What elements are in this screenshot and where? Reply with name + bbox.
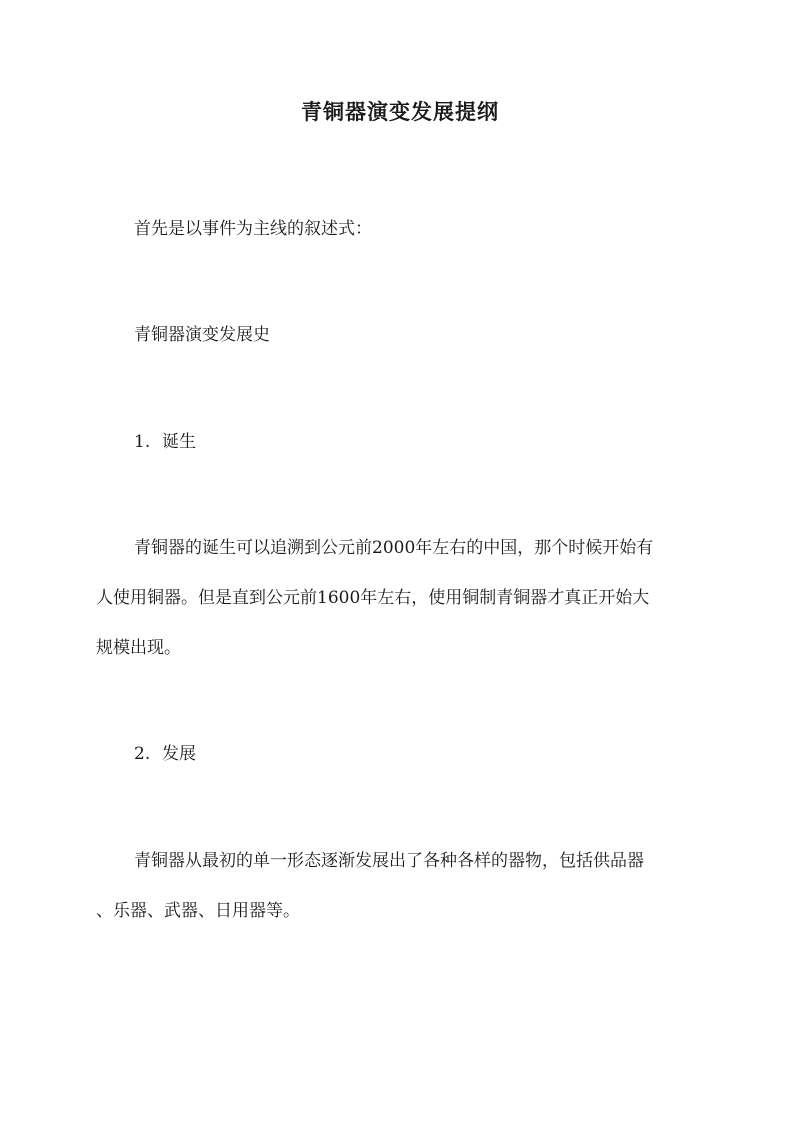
paragraph-line: 青铜器的诞生可以追溯到公元前2000年左右的中国，那个时候开始有 bbox=[134, 538, 654, 558]
intro-paragraph: 首先是以事件为主线的叙述式： bbox=[134, 219, 372, 239]
section-heading-text: 诞生 bbox=[162, 432, 196, 452]
paragraph-line: 、乐器、武器、日用器等。 bbox=[96, 901, 300, 921]
paragraph-line: 青铜器从最初的单一形态逐渐发展出了各种各样的器物，包括供品器 bbox=[134, 851, 644, 871]
section-number: 2. bbox=[134, 744, 151, 764]
section-heading-development bbox=[134, 739, 754, 769]
history-subtitle: 青铜器演变发展史 bbox=[134, 325, 270, 345]
paragraph-line: 人使用铜器。但是直到公元前1600年左右，使用铜制青铜器才真正开始大 bbox=[96, 588, 650, 608]
section-number: 1. bbox=[134, 432, 151, 452]
paragraph-line: 规模出现。 bbox=[96, 638, 181, 658]
section-heading-text: 发展 bbox=[162, 744, 196, 764]
section-heading-birth bbox=[134, 427, 754, 457]
document-title: 青铜器演变发展提纲 bbox=[301, 99, 499, 124]
